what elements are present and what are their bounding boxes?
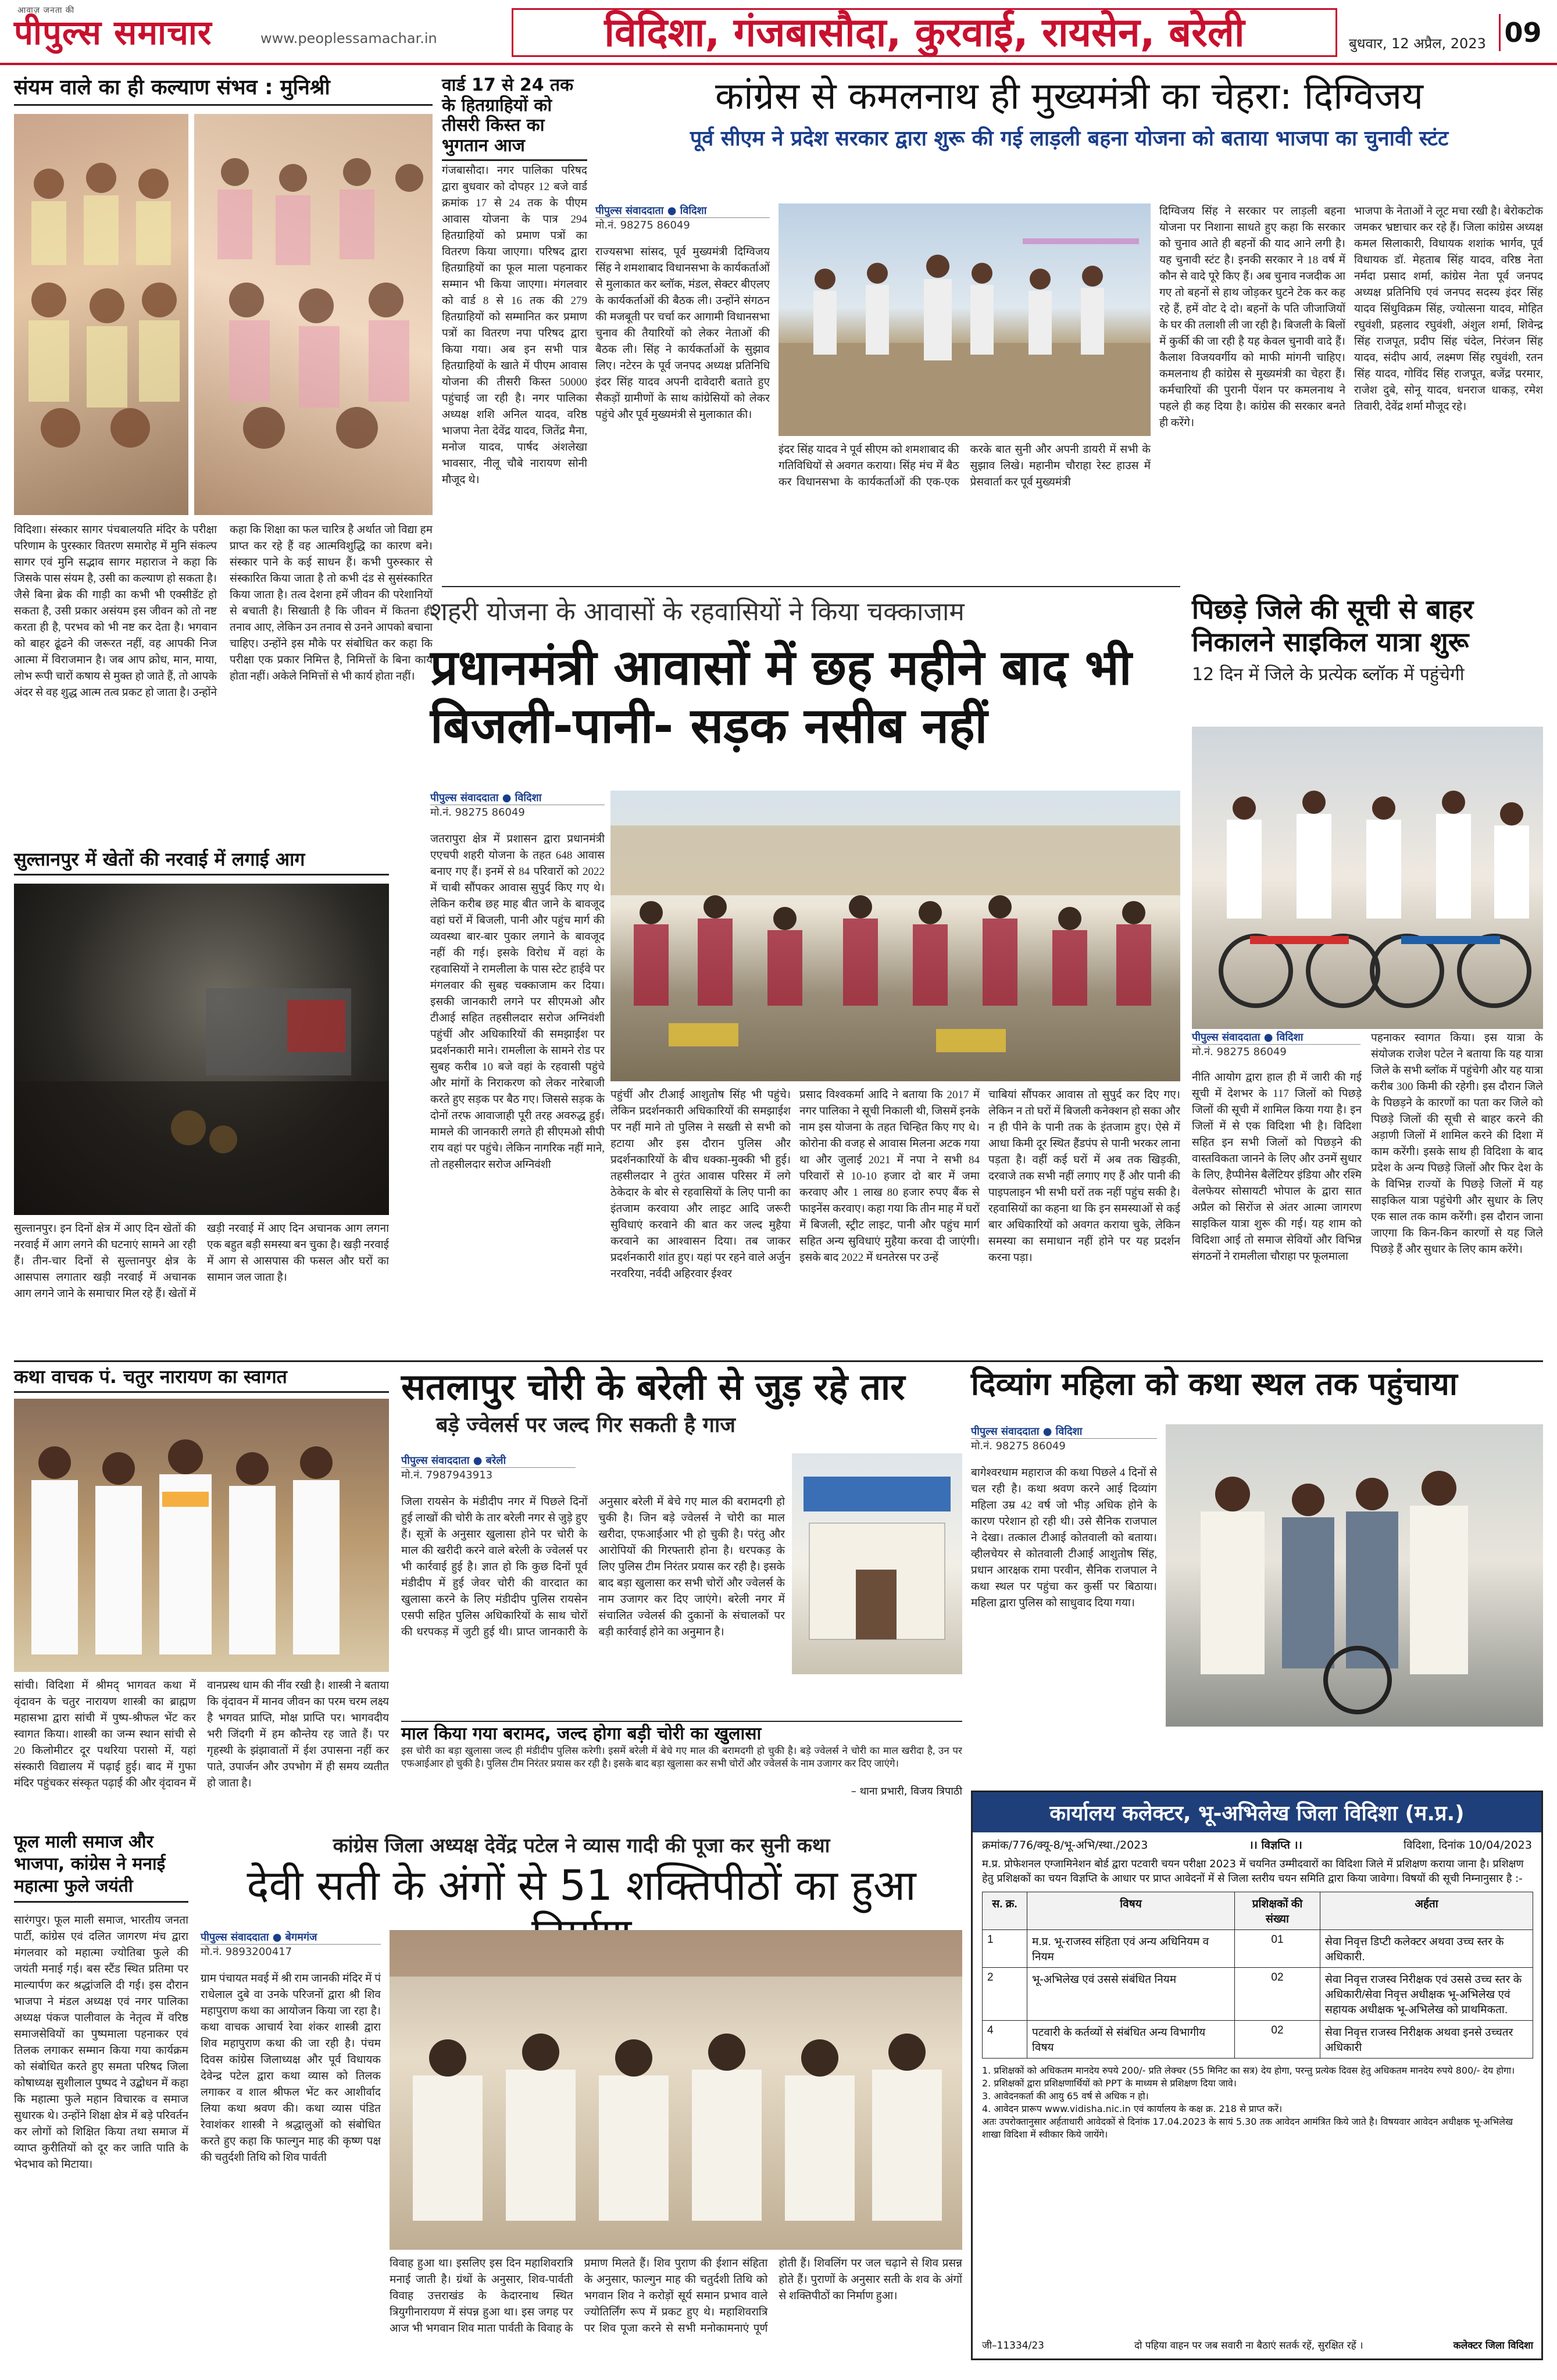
table-cell: म.प्र. भू-राजस्व संहिता एवं अन्य अधिनियम व नियम <box>1027 1930 1235 1968</box>
ad-note: 1. प्रशिक्षकों को अधिकतम मानदेय रुपये 200/- प्रति लेक्चर (55 मिनिट का सत्र) देय होगा, परन्तु प्रत्येक दिवस हेतु अधिकतम मानदेय रुपये 800/- देय होगा। <box>982 2065 1515 2076</box>
byline-mobile: मो.नं. 98275 86049 <box>430 806 525 819</box>
byline: पीपुल्स संवाददाता ● बेगमगंज <box>201 1930 381 1945</box>
byline-mobile: मो.नं. 98275 86049 <box>1192 1046 1287 1058</box>
meeting-illustration <box>779 203 1151 436</box>
byline: पीपुल्स संवाददाता ● विदिशा <box>595 203 770 218</box>
byline-block <box>1192 1030 1360 1059</box>
photo-wheelchair <box>1166 1424 1543 1727</box>
table-row <box>983 1968 1533 2021</box>
photo-police-station <box>792 1453 962 1674</box>
kicker: शहरी योजना के आवासों के रहवासियों ने किया चक्काजाम <box>430 597 965 627</box>
table-cell: 02 <box>1235 1968 1320 2021</box>
byline-mobile: मो.नं. 9893200417 <box>201 1946 292 1958</box>
page-number: 09 <box>1499 14 1545 51</box>
headline: पिछड़े जिले की सूची से बाहर निकालने साइकिल यात्रा शुरू <box>1192 594 1474 657</box>
audience-illustration <box>390 1930 962 2250</box>
byline-mobile: मो.नं. 98275 86049 <box>595 219 690 231</box>
kicker: कांग्रेस जिला अध्यक्ष देवेंद्र पटेल ने व्यास गादी की पूजा कर सुनी कथा <box>333 1834 830 1857</box>
article-body: विदिशा। संस्कार सागर पंचबालयति मंदिर के परीक्षा परिणाम के पुरस्कार वितरण समारोह में मुनि संकल्प सागर एवं मुनि सद्भाव सागर महाराज ने कहा कि जिसके पास संयम है, उसी का कल्याण हो सकता है। जैसे बिना ब्रेक की गाड़ी का कभी भी एक्सीडेंट हो सकता है, उसी प्रकार असंयम इस जीवन को तो नष्ट करता ही है, परभव को भी नष्ट कर देता है। भगवान को बाहर ढूंढने की जरूरत नहीं, वह आपकी निज आत्मा में विराजमान है। जब आप क्रोध, मान, माया, लोभ रूपी चारों कषाय से मुक्त हो जाते हैं, तो आपके अंदर से वह शुद्ध आत्म तत्व प्रकट हो जाता है। उन्होंने कहा कि शिक्षा का फल चारित्र है अर्थात जो विद्या हम प्राप्त कर रहे हैं वह आत्मविशुद्धि का कारण बने। संस्कार पाने के कई साधन हैं। कभी पुरुस्कार से संस्कारित किया जाता है तो कभी दंड से सुसंस्कारित किया जाता है। तत्व देशना हमें जीवन की परेशानियों से बचाती है। सिखाती है कि जीवन में कितना ही तनाव आए, लेकिन उन तनाव से उनने आपको बचाना चाहिए। उन्होंने इस मौके पर संबोधित कर कहा कि परीक्षा एक प्रकार निमित्त है, निमित्तों के बिना कार्य होता नहीं। अकेले निमित्तों से भी कार्य होता नहीं। <box>14 524 433 699</box>
byline-mobile: मो.नं. 7987943913 <box>401 1469 493 1481</box>
byline-block <box>401 1453 576 1482</box>
protest-illustration <box>610 791 1180 1081</box>
story-pm-awas <box>401 593 1180 1372</box>
website-url[interactable]: www.peoplessamachar.in <box>260 30 437 47</box>
ad-safety-line: दो पहिया वाहन पर जब सवारी ना बैठाएं सतर्क रहें, सुरक्षित रहें । <box>1134 2340 1363 2352</box>
ad-note: 4. आवेदन प्रारूप www.vidisha.nic.in एवं कार्यालय के कक्ष क्र. 218 से प्राप्त करें। <box>982 2103 1283 2114</box>
table-row <box>983 2021 1533 2059</box>
headline: दिव्यांग महिला को कथा स्थल तक पहुंचाया <box>971 1366 1458 1402</box>
article-body: सुल्तानपुर। इन दिनों क्षेत्र में आए दिन खेतों की नरवाई में आग लगने की घटनाएं सामने आ रही हैं। तीन-चार दिनों से सुल्तानपुर क्षेत्र के आसपास लगातार खड़ी नरवाई में अचानक आग लगने जाने के समाचार मिल रहे हैं। खेतों में खड़ी नरवाई में आए दिन अचानक आग लगना एक बहुत बड़ी समस्या बन चुका है। खड़ी नरवाई में आग से आसपास की फसल और घरों का सामान जल जाता है। <box>14 1223 389 1300</box>
story-shaktipeeth <box>201 1831 962 2366</box>
ad-table <box>982 1892 1533 2059</box>
ad-signatory: कलेक्टर जिला विदिशा <box>1453 2340 1533 2352</box>
photo-chakkajam <box>610 791 1180 1081</box>
story-divyang <box>971 1366 1543 1785</box>
photo-digvijay-meeting <box>779 203 1151 436</box>
byline-block <box>971 1424 1157 1453</box>
article-body-2: विवाह हुआ था। इसलिए इस दिन महाशिवरात्रि मनाई जाती है। ग्रंथों के अनुसार, शिव-पार्वती विवाह उत्तराखंड के केदारनाथ स्थित त्रियुगीनारायण में संपन्न हुआ था। इस जगह पर आज भी भगवान शिव माता पार्वती के विवाह के प्रमाण मिलते हैं। शिव पुराण की ईशान संहिता के अनुसार, फाल्गुन माह की चतुर्दशी तिथि को भगवान शिव ने करोड़ों सूर्य समान प्रभाव वाले ज्योतिर्लिंग रूप में प्रकट हुए थे। महाशिवरात्रि पर शिव पूजा करने से सभी मनोकामनाएं पूर्ण होती हैं। शिवलिंग पर जल चढ़ाने से शिव प्रसन्न होते हैं। पुराणों के अनुसार सती के शव के अंगों से शक्तिपीठों का निर्माण हुआ। <box>390 2257 962 2335</box>
article-body: नीति आयोग द्वारा हाल ही में जारी की गई सूची में देशभर के 117 जिलों को पिछड़े जिलों की सूची में शामिल किया गया है। इन जिलों में से एक विदिशा भी है। विदिशा सहित इन सभी जिलों को पिछड़ने की वास्तविकता जानने के लिए और उनमें सुधार के लिए, हैप्पीनेस बैलेंटियर इंडिया और रश्मि वेलफेयर सोसायटी भोपाल के द्वारा सात अप्रैल को सिरोंज से अंतर आत्मा जागरण साइकिल यात्रा शुरू की गई। यह शाम को विदिशा आई तो समाज सेवियों और विभिन्न संगठनों ने रामलीला चौराहा पर फूलमाला <box>1192 1071 1362 1263</box>
article-body: सांची। विदिशा में श्रीमद् भागवत कथा में वृंदावन के चतुर नारायण शास्त्री का ब्राह्मण महासभा द्वारा सांची में पुष्प-श्रीफल भेंट कर स्वागत किया। शास्त्री का जन्म स्थान सांची से 20 किलोमीटर दूर पथरिया परासो में, यहां संस्कारी विद्यालय में पढ़ाई हुई। बाद में गुफा मंदिर पहुंचकर संस्कृत पढ़ाई की और वृंदावन में वानप्रस्थ धाम की नींव रखी है। शास्त्री ने बताया कि वृंदावन में मानव जीवन का परम चरम लक्ष्य है भगवत प्राप्ति, मोक्ष प्राप्ति पर। भागवदीय भरी जिंदगी में हम कौन्तेय रह जाते हैं। पर गृहस्थी के झंझावातों में ईश उपासना नहीं कर पाते, उपार्जन और उपभोग में ही समय व्यतीत हो जाता है। <box>14 1679 389 1789</box>
article-body: जिला रायसेन के मंडीदीप नगर में पिछले दिनों हुई लाखों की चोरी के तार बरेली नगर से जुड़े हुए हैं। सूत्रों के अनुसार खुलासा होने पर चोरी के माल की खरीदी करने वाले बरेली के ज्वेलर्स पर भी कार्रवाई हुई है। ज्ञात हो कि कुछ दिनों पूर्व मंडीदीप में हुई जेवर चोरी की वारदात का खुलासा करने के लिए मंडीदीप पुलिस रायसेन एसपी सहित पुलिस अधिकारियों के साथ चोरों की धरपकड़ में जुटी हुई थी। प्राप्त जानकारी के अनुसार बरेली में बेचे गए माल की बरामदगी हो चुकी है। जिन बड़े ज्वेलर्स ने चोरी का माल खरीदा, एफआईआर भी हो चुकी है। परंतु और आरोपियों की गिरफ्तारी होना है। धरपकड़ के लिए पुलिस टीम निरंतर प्रयास कर रही है। इसके बाद बड़ा खुलासा कर सभी चोरों और ज्वेलर्स के नाम उजागर कर दिए जाएंगे। बरेली नगर में संचालित ज्वेलर्स की दुकानों के संचालकों पर बड़ी कार्रवाई होने का अनुमान है। <box>401 1496 785 1638</box>
table-cell: 02 <box>1235 2021 1320 2059</box>
table-cell: सेवा निवृत्त राजस्व निरीक्षक अथवा इनसे उच्चतर अधिकारी <box>1320 2021 1533 2059</box>
photo-devotees-2 <box>194 114 433 515</box>
article-body-2: दिग्विजय सिंह ने सरकार पर लाड़ली बहना योजना पर निशाना साधते हुए कहा कि सरकार को चुनाव आते ही बहनों की याद आने लगी है। यह चुनावी स्टंट है। इनकी सरकार ने 18 वर्ष में कौन से वादे पूरे किए हैं। अब चुनाव नजदीक आ गए तो बहनों से हाथ जोड़कर घुटने टेक कर कह रहे हैं, हमें वोट दे दो। बहनों के पति जीजाजियों के घर की तलाशी ली जा रही है। बिजली के बिलों में कुर्की की जा रही है यह केवल चुनावी वादे हैं। कैलाश विजयवर्गीय को माफी मांगनी चाहिए। कमलनाथ ही कांग्रेस से मुख्यमंत्री का चेहरा हैं। कर्मचारियों की पुरानी पेंशन पर कमलनाथ ने पहले ही कह दिया है। कांग्रेस की सरकार बनते ही करेंगे। <box>1159 205 1345 429</box>
story-ward-installment <box>442 76 587 581</box>
ad-note: अतः उपरोक्तानुसार अर्हताधारी आवेदकों से दिनांक 17.04.2023 के सायं 5.30 तक आवेदन आमंत्रित किये जाते है। विषयवार आवेदन अधीक्षक भू-अभिलेख शाखा विदिशा में स्वीकार किये जायेंगे। <box>982 2116 1513 2140</box>
table-row <box>983 1930 1533 1968</box>
story-sultanpur-fire <box>14 849 389 1360</box>
photo-welcome <box>14 1399 389 1672</box>
issue-date: बुधवार, 12 अप्रैल, 2023 <box>1349 35 1486 52</box>
police-station-illustration <box>792 1453 962 1674</box>
col-header: स. क्र. <box>983 1892 1027 1930</box>
col-header: विषय <box>1027 1892 1235 1930</box>
subheadline: बड़े ज्वेलर्स पर जल्द गिर सकती है गाज <box>436 1413 735 1438</box>
byline: पीपुल्स संवाददाता ● विदिशा <box>971 1424 1157 1439</box>
table-cell: भू-अभिलेख एवं उससे संबंधित नियम <box>1027 1968 1235 2021</box>
photo-cycle-rally <box>1192 727 1543 1029</box>
subheadline: 12 दिन में जिले के प्रत्येक ब्लॉक में पहुंचेगी <box>1192 664 1465 685</box>
byline-block <box>595 203 770 232</box>
article-body: बागेश्वरधाम महाराज की कथा पिछले 4 दिनों से चल रही है। कथा श्रवण करने आई दिव्यांग महिला उम्र 42 वर्ष जो भीड़ अधिक होने के कारण परेशान हो रही थी। उसे सैनिक राजपाल ने देखा। तत्काल टीआई कोतवाली को बताया। व्हीलचेयर से कोतवाली टीआई आशुतोष सिंह, प्रधान आरक्षक रामा परवीन, सैनिक राजपाल ने कथा स्थल पर पहुंचा कर कुर्सी पर बिठाया। महिला द्वारा पुलिस को साधुवाद दिया गया। <box>971 1467 1157 1609</box>
devotees-illustration-2 <box>194 114 433 515</box>
byline-block <box>201 1930 381 1959</box>
story-katha-vachak <box>14 1366 389 1825</box>
table-cell: सेवा निवृत्त डिप्टी कलेक्टर अथवा उच्च स्तर के अधिकारी. <box>1320 1930 1533 1968</box>
article-body-3: भाजपा के नेताओं ने लूट मचा रखी है। बेरोकटोक जमकर भ्रष्टाचार कर रहे हैं। जिला कांग्रेस अध्यक्ष कमल सिलाकारी, विधायक शशांक भार्गव, पूर्व विधायक डॉ. मेहताब सिंह यादव, वरिष्ठ नेता नर्मदा प्रसाद शर्मा, कांग्रेस नेता पूर्व जनपद अध्यक्ष प्रतिनिधि एवं जनपद सदस्य इंदर सिंह यादव सिंधुविक्रम सिंह, ज्योत्सना यादव, मोहित रघुवंशी, प्रहलाद रघुवंशी, अंशुल शर्मा, शिवेन्द्र सिंह राजपूत, प्रदीप सिंह चंदेल, निरंजन सिंह यादव, संदीप आर्य, लक्ष्मण सिंह रघुवंशी, रतन सिंह यादव, गोविंद सिंह राजपूत, बजेंद्र परमार, राजेश दुबे, सोनू यादव, धनराज धाकड़, रमेश तिवारी, देवेंद्र शर्मा मौजूद रहे। <box>1354 205 1543 413</box>
photo-field-fire <box>14 884 389 1215</box>
article-body: जतरापुरा क्षेत्र में प्रशासन द्वारा प्रधानमंत्री एएचपी शहरी योजना के तहत 648 आवास बनाए गए हैं। इनमें से 84 परिवारों को 2022 में चाबी सौंपकर आवास सुपुर्द किए गए थे। लेकिन करीब छह माह बीत जाने के बावजूद वहां घरों में बिजली, पानी और पहुंच मार्ग की व्यवस्था बार-बार पुकार लगाने के बावजूद नहीं की गई। इसके विरोध में वहां के रहवासियों ने रामलीला के पास स्टेट हाईवे पर मंगलवार की सुबह चक्काजाम कर दिया। इसकी जानकारी लगने पर सीएमओ और टीआई सहित तहसीलदार सरोज अग्निवंशी पहुंचीं और अधिकारियों की समझाईश पर प्रदर्शनकारी माने। रामलीला के सामने रोड पर सुबह करीब 10 बजे वहां के रहवासी पहुंचे और मांगों के निराकरण को लेकर नारेबाजी करते हुए सड़क पर बैठ गए। जिससे सड़क के दोनों तरफ आवाजाही पूरी तरह अवरुद्ध हुई। मामले की जानकारी लगते ही सीएमओ सीपी राय वहां पर पहुंचे। लेकिन नागरिक नहीं माने, तो तहसीलदार सरोज अग्निवंशी <box>430 833 605 1171</box>
devotees-illustration <box>14 114 188 515</box>
headline: सुल्तानपुर में खेतों की नरवाई में लगाई आग <box>14 849 389 875</box>
ad-date: विदिशा, दिनांक 10/04/2023 <box>1403 1839 1532 1852</box>
welcome-illustration <box>14 1399 389 1672</box>
box-body: इस चोरी का बड़ा खुलासा जल्द ही मंडीदीप पुलिस करेगी। इसमें बरेली में बेचे गए माल की बरामदगी हो चुकी है। बड़े ज्वेलर्स ने चोरी का माल खरीदा है, उन पर एफआईआर हो चुकी है। पुलिस टीम निरंतर प्रयास कर रही है। इसके बाद बड़ा खुलासा कर सभी चोरों और ज्वेलर्स के नाम उजागर कर दिए जाएंगे। <box>401 1745 962 1769</box>
headline: देवी सती के अंगों से 51 शक्तिपीठों का हुआ <box>247 1861 916 1910</box>
table-cell: 4 <box>983 2021 1027 2059</box>
story-cycle-yatra <box>1192 593 1543 1372</box>
ad-intro: म.प्र. प्रोफेशनल एग्जामिनेशन बोर्ड द्वारा पटवारी चयन परीक्षा 2023 में चयनित उम्मीदवारों का विदिशा जिले में प्रशिक्षण कराया जाना है। प्रशिक्षण हेतु प्रशिक्षकों का चयन विज्ञप्ति के आधार पर प्राप्त आवेदनों में से जिला स्तरीय चयन समिति द्वारा किया जावेगा। विषयों की सूची निम्नानुसार है :- <box>982 1858 1524 1885</box>
ad-title: कार्यालय कलेक्टर, भू-अभिलेख जिला विदिशा (म.प्र.) <box>973 1792 1541 1832</box>
photo-katha-audience <box>390 1930 962 2250</box>
story-phule-jayanti <box>14 1831 188 2366</box>
col-header: अर्हता <box>1320 1892 1533 1930</box>
byline: पीपुल्स संवाददाता ● विदिशा <box>1192 1030 1360 1045</box>
table-cell: सेवा निवृत्त राजस्व निरीक्षक एवं उससे उच्च स्तर के अधिकारी/सेवा निवृत्त अधीक्षक भू-अभिलेख एवं सहायक अधीक्षक भू-अभिलेख को प्राथमिकता. <box>1320 1968 1533 2021</box>
newspaper-logo[interactable] <box>14 8 258 57</box>
table-cell: 01 <box>1235 1930 1320 1968</box>
cycle-illustration <box>1192 727 1543 1029</box>
advertisement-notice <box>971 1791 1543 2360</box>
table-cell: 1 <box>983 1930 1027 1968</box>
ad-notes <box>973 2064 1541 2141</box>
byline: पीपुल्स संवाददाता ● विदिशा <box>430 791 605 805</box>
section-title: विदिशा, गंजबासौदा, कुरवाई, रायसेन, बरेली <box>512 8 1337 57</box>
story-munishri <box>14 76 433 814</box>
article-body: राज्यसभा सांसद, पूर्व मुख्यमंत्री दिग्विजय सिंह ने शमशाबाद विधानसभा के कार्यकर्ताओं से मुलाकात कर ब्लॉक, मंडल, सेक्टर बीएलए के कार्यकर्ताओं की बैठक ली। उन्होंने संगठन की मजबूती पर चर्चा कर आगामी विधानसभा चुनाव की तैयारियों को लेकर नेताओं की बैठक ली। सिंह ने कार्यकर्ताओं के सुझाव लिए। नटेरन के पूर्व जनपद अध्यक्ष प्रतिनिधि इंदर सिंह यादव अपनी दावेदारी बताते हुए सैकड़ों ग्रामीणों के साथ कांग्रेसियों को लेकर पहुंचे और पूर्व मुख्यमंत्री से मुलाकात की। <box>595 246 770 421</box>
article-body-3: प्रसाद विश्वकर्मा आदि ने बताया कि 2017 में नगर पालिका ने सूची निकाली थी, जिसमें इनके नाम इस योजना के तहत चिन्हित किए गए थे। कोरोना की वजह से आवास मिलना अटक गया था और जुलाई 2021 में नपा ने सभी 84 परिवारों से 10-10 हजार दो बार में जमा करवाए और 1 लाख 80 हजार रुपए बैंक से फाइनेंस करवाए। कहा गया कि तीन माह में घरों में बिजली, स्ट्रीट लाइट, पानी और पहुंच मार्ग सहित अन्य सुविधाएं मुहैया करवा दी जाएंगी। इसके बाद 2022 में धनतेरस पर उन्हें <box>799 1089 980 1264</box>
box-title: माल किया गया बरामद, जल्द होगा बड़ी चोरी का खुलासा <box>401 1724 762 1744</box>
article-body-2: पहुंचीं और टीआई आशुतोष सिंह भी पहुंचे। लेकिन प्रदर्शनकारी अधिकारियों की समझाईश पर नहीं माने तो पुलिस ने सख्ती से सभी को हटाया और इस दौरान पुलिस और प्रदर्शनकारियों के बीच धक्का-मुक्की भी हुई। तहसीलदार ने तुरंत आवास परिसर में लगे ठेकेदार के बोर से रहवासियों के लिए पानी का इंतजाम करवाया और लाइट आदि जरूरी सुविधाएं करवाने की बात कर जल्द मुहैया करवाने का आश्वासन दिया। तब जाकर प्रदर्शनकारी शांत हुए। यहां पर रहने वाले अर्जुन नरवरिया, नर्वदी अहिरवार ईश्वर <box>610 1089 791 1280</box>
article-body-2: पहनाकर स्वागत किया। इस यात्रा के संयोजक राजेश पटेल ने बताया कि यह यात्रा जिले के सभी ब्लॉक में पहुंचेगी और यह यात्रा करीब 300 किमी की रहेगी। इस दौरान जिले के पिछड़ने के कारणों का पता कर जिले को पिछड़े जिलों की सूची से बाहर करने की अड़ाणी जिलों में शामिल करने की दिशा में काम करेंगी। इसके साथ ही विदिशा के बाद प्रदेश के अन्य पिछड़े जिलों और फिर देश के के विभिन्न राज्यों के पिछड़े जिलों में यह साइकिल यात्रा पहुंचेगी और सुधार के लिए एक साल तक काम करेंगी। इस दौरान जाना जाएगा कि किन-किन कारणों से यह जिले पिछड़े हैं और सुधार के लिए काम करेंगे। <box>1371 1032 1543 1256</box>
headline: वार्ड 17 से 24 तक के हितग्राहियों को तीसरी किस्त का भुगतान आज <box>442 76 587 161</box>
article-body-4: चाबियां सौंपकर आवास तो सुपुर्द कर दिए गए। लेकिन न तो घरों में बिजली कनेक्शन हो सका और न ही पीने के पानी तक के इंतजाम हुए। ऐसे में आधा किमी दूर स्थित हैंडपंप से पानी भरकर लाना पड़ता है। वहीं कई घरों में अब तक खिड़की, दरवाजे तक सभी नहीं लगाए गए हैं और पानी की पाइपलाइन भी सभी घरों तक नहीं पहुंच सकी है। रहवासियों का कहना था कि इन समस्याओं से कई बार अधिकारियों को अवगत कराया चुके, लेकिन समस्या का समाधान नहीं होने पर यह प्रदर्शन करना पड़ा। <box>988 1089 1180 1264</box>
photo-caption-text: इंदर सिंह यादव ने पूर्व सीएम को शमशाबाद की गतिविधियों से अवगत कराया। सिंह मंच में बैठ कर विधानसभा के कार्यकर्ताओं की एक-एक करके बात सुनी और अपनी डायरी में सभी के सुझाव लिखे। महानीम चौराहा रेस्ट हाउस में प्रेसवार्ता कर पूर्व मुख्यमंत्री <box>779 444 1151 488</box>
box-sign: – थाना प्रभारी, विजय त्रिपाठी <box>851 1785 962 1797</box>
story-digvijay <box>595 76 1543 581</box>
ad-code: जी–11334/23 <box>982 2340 1044 2352</box>
headline: कथा वाचक पं. चतुर नारायण का स्वागत <box>14 1366 389 1393</box>
ad-meta <box>973 1832 1541 1857</box>
article-body: सारंगपुर। फूल माली समाज, भारतीय जनता पार्टी, कांग्रेस एवं दलित जागरण मंच द्वारा मंगलवार को महात्मा ज्योतिबा फुले की जयंती मनाई गई। बस स्टैंड स्थित प्रतिमा पर माल्यार्पण कर श्रद्धांजलि दी गई। इस दौरान भाजपा ने मंडल अध्यक्ष एवं नगर पालिका अध्यक्ष पंकज पालीवाल के नेतृत्व में वरिष्ठ समाजसेवियों का पुष्पमाला पहनाकर एवं तिलक लगाकर सम्मान किया गया कार्यक्रम को संबोधित करते हुए समता परिषद जिला कोषाध्यक्ष सुशीलाल पुष्पद ने उद्बोधन में कहा कि महात्मा फुले महान विचारक व समाज सुधारक थे। उन्होंने शिक्षा क्षेत्र में बड़े परिवर्तन कर लोगों को शिक्षित किया तथा समाज में व्याप्त कुरीतियों को दूर कर जाति पाति के भेदभाव को मिटाया। <box>14 1914 188 2171</box>
headline: प्रधानमंत्री आवासों में छह महीने बाद भी बिजली-पानी- सड़क नसीब नहीं <box>430 639 1132 754</box>
ad-note: 2. प्रशिक्षकों द्वारा प्रशिक्षणार्थियों को PPT के माध्यम से प्रशिक्षण दिया जावे। <box>982 2078 1237 2089</box>
ad-footer <box>982 2338 1533 2352</box>
ad-table-header <box>983 1892 1533 1930</box>
headline: संयम वाले का ही कल्याण संभव : मुनिश्री <box>14 76 433 106</box>
byline-mobile: मो.नं. 98275 86049 <box>971 1440 1066 1452</box>
table-cell: पटवारी के कर्तव्यों से संबंधित अन्य विभागीय विषय <box>1027 2021 1235 2059</box>
photo-devotees <box>14 114 188 515</box>
subheadline: पूर्व सीएम ने प्रदेश सरकार द्वारा शुरू की गई लाड़ली बहना योजना को बताया भाजपा का चुनावी स्टंट <box>690 126 1449 151</box>
byline: पीपुल्स संवाददाता ● बरेली <box>401 1453 576 1468</box>
info-box <box>401 1721 962 1808</box>
byline-block <box>430 791 605 819</box>
article-body: ग्राम पंचायत मवई में श्री राम जानकी मंदिर में पं राधेलाल दुबे वा उनके परिजनों द्वारा श्री शिव महापुराण कथा का आयोजन किया जा रहा है। कथा वाचक आचार्य रेवा शंकर शास्त्री द्वारा शिव महापुराण कथा की जा रही है। पंचम दिवस कांग्रेस जिलाध्यक्ष और पूर्व विधायक देवेन्द्र पटेल द्वारा कथा व्यास को तिलक लगाकर व शाल श्रीफल भेंट कर आशीर्वाद लिया कथा श्रवण की। कथा व्यास पंडित रेवाशंकर शास्त्री ने श्रद्धालुओं को संबोधित करते हुए कहा कि फाल्गुन माह की कृष्ण पक्ष की चतुर्दशी तिथि को शिव पार्वती <box>201 1972 381 2164</box>
wheelchair-illustration <box>1166 1424 1543 1727</box>
logo-tagline: आवाज़ जनता की <box>17 6 75 15</box>
col-header: प्रशिक्षकों की संख्या <box>1235 1892 1320 1930</box>
divider <box>14 1360 1543 1362</box>
divider <box>442 586 1180 587</box>
ad-note: 3. आवेदनकर्ता की आयु 65 वर्ष से अधिक न हो। <box>982 2090 1149 2102</box>
headline: सतलापुर चोरी के बरेली से जुड़ रहे तार <box>401 1366 905 1408</box>
story-satlapur-theft <box>401 1366 962 1808</box>
ad-ref: क्रमांक/776/क्यू-8/भू-अभि/स्था./2023 <box>982 1839 1148 1852</box>
table-cell: 2 <box>983 1968 1027 2021</box>
fire-truck-illustration <box>14 884 389 1215</box>
ad-notice-label: ।। विज्ञप्ति ।। <box>1249 1839 1302 1852</box>
logo-text: पीपुल्स समाचार <box>14 13 212 52</box>
article-body: गंजबासौदा। नगर पालिका परिषद द्वारा बुधवार को दोपहर 12 बजे वार्ड क्रमांक 17 से 24 तक के पीएम आवास योजना के पात्र 294 हितग्राहियों को प्रमाण पत्रों का वितरण किया जाएगा। परिषद द्वारा हितग्राहियों का फूल माला पहनाकर सम्मान भी किया जाएगा। मंगलवार को वार्ड 8 से 16 तक की 279 हितग्राहियों को सम्मानित कर प्रमाण पत्रों का वितरण नपा परिषद द्वारा किया गया। अब इन सभी पात्र हितग्राहियों के खाते में पीएम आवास योजना की तीसरी किस्त 50000 पहुंचाई जा रही है। नगर पालिका अध्यक्ष शशि अनिल यादव, वरिष्ठ भाजपा नेता देवेंद्र यादव, जितेंद्र मैना, मनोज यादव, पार्षद अंशलेखा भावसार, नीलू चौबे नारायण सोनी मौजूद थे। <box>442 165 587 486</box>
headline: फूल माली समाज और भाजपा, कांग्रेस ने मनाई महात्मा फुले जयंती <box>14 1831 188 1903</box>
headline: कांग्रेस से कमलनाथ ही मुख्यमंत्री का चेहरा: दिग्विजय <box>715 75 1424 118</box>
